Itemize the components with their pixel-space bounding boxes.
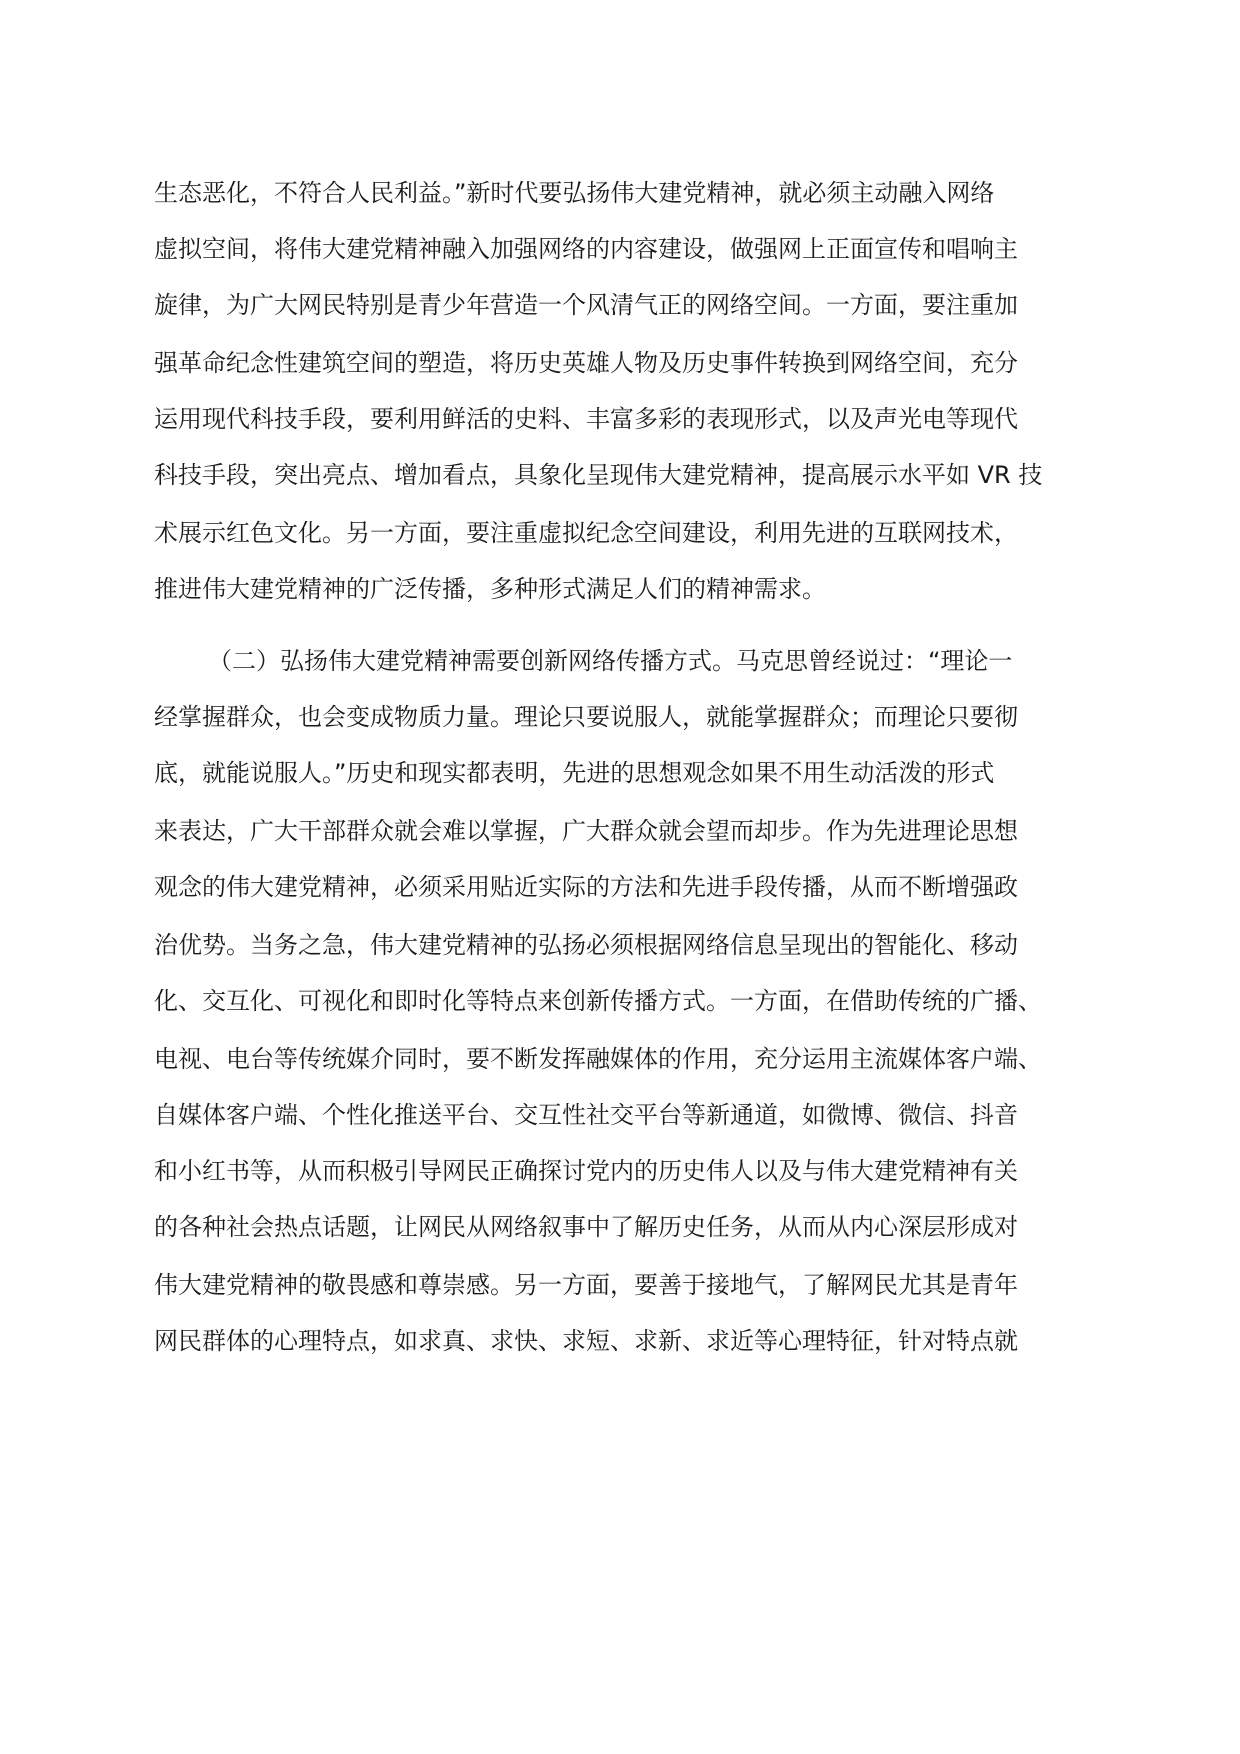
text-line: 强革命纪念性建筑空间的塑造，将历史英雄人物及历史事件转换到网络空间，充分 <box>154 349 1018 377</box>
text-line: 治优势。当务之急，伟大建党精神的弘扬必须根据网络信息呈现出的智能化、移动 <box>154 931 1018 959</box>
text-line: 来表达，广大干部群众就会难以掌握，广大群众就会望而却步。作为先进理论思想 <box>154 817 1018 845</box>
text-line: 自媒体客户端、个性化推送平台、交互性社交平台等新通道，如微博、微信、抖音 <box>154 1101 1018 1129</box>
text-line: 伟大建党精神的敬畏感和尊崇感。另一方面，要善于接地气，了解网民尤其是青年 <box>154 1271 1018 1299</box>
text-line: 运用现代科技手段，要利用鲜活的史料、丰富多彩的表现形式，以及声光电等现代 <box>154 405 1018 433</box>
text-line: 底，就能说服人。”历史和现实都表明，先进的思想观念如果不用生动活泼的形式 <box>154 759 995 787</box>
text-line: 术展示红色文化。另一方面，要注重虚拟纪念空间建设，利用先进的互联网技术， <box>154 519 1018 547</box>
text-line: 生态恶化，不符合人民利益。”新时代要弘扬伟大建党精神，就必须主动融入网络 <box>154 179 995 207</box>
text-line: 观念的伟大建党精神，必须采用贴近实际的方法和先进手段传播，从而不断增强政 <box>154 873 1018 901</box>
text-line: 虚拟空间，将伟大建党精神融入加强网络的内容建设，做强网上正面宣传和唱响主 <box>154 235 1018 263</box>
text-line: 电视、电台等传统媒介同时，要不断发挥融媒体的作用，充分运用主流媒体客户端、 <box>154 1045 1042 1073</box>
text-line: 科技手段，突出亮点、增加看点，具象化呈现伟大建党精神，提高展示水平如 VR 技 <box>154 461 1043 489</box>
text-line: 的各种社会热点话题，让网民从网络叙事中了解历史任务，从而从内心深层形成对 <box>154 1213 1018 1241</box>
text-line: 旋律，为广大网民特别是青少年营造一个风清气正的网络空间。一方面，要注重加 <box>154 291 1018 319</box>
text-line: 推进伟大建党精神的广泛传播，多种形式满足人们的精神需求。 <box>154 575 826 603</box>
text-line: 化、交互化、可视化和即时化等特点来创新传播方式。一方面，在借助传统的广播、 <box>154 987 1042 1015</box>
text-line: 网民群体的心理特点，如求真、求快、求短、求新、求近等心理特征，针对特点就 <box>154 1327 1018 1355</box>
text-line: 和小红书等，从而积极引导网民正确探讨党内的历史伟人以及与伟大建党精神有关 <box>154 1157 1018 1185</box>
section-heading-line: （二）弘扬伟大建党精神需要创新网络传播方式。马克思曾经说过：“理论一 <box>208 647 1013 675</box>
text-line: 经掌握群众，也会变成物质力量。理论只要说服人，就能掌握群众；而理论只要彻 <box>154 703 1018 731</box>
